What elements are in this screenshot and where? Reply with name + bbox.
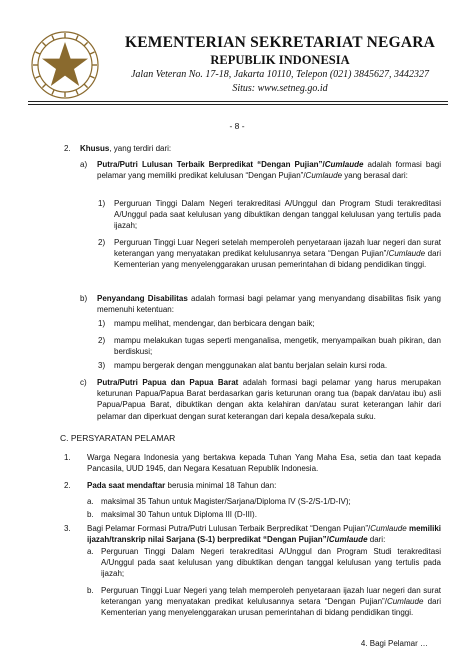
section-heading: C. PERSYARATAN PELAMAR: [60, 433, 176, 443]
item-khusus: Khusus, yang terdiri dari:: [80, 144, 172, 153]
req-item-1: Warga Negara Indonesia yang bertakwa kepada Tuhan Yang Maha Esa, setia dan taat kepada Pancasila, UUD 1945, dan Negara Kesatuan Republik Indonesia.: [87, 453, 441, 474]
list-marker: a): [80, 160, 88, 169]
list-marker: 3.: [64, 524, 71, 533]
list-marker: b.: [87, 510, 94, 519]
item-cumlaude-2: Perguruan Tinggi Luar Negeri setelah memperoleh penyetaraan ijazah luar negeri dan surat keterangan yang menyatakan predikat kelulusannya setara “Dengan Pujian”/Cumlaude dari Kementerian yang menyelenggarakan urusan pemerintahan di bidang pendidikan tinggi.: [114, 238, 441, 270]
req-item-2: Pada saat mendaftar berusia minimal 18 Tahun dan:: [87, 481, 277, 490]
req-item-3: Bagi Pelamar Formasi Putra/Putri Lulusan Terbaik Berpredikat “Dengan Pujian”/Cumlaude memiliki ijazah/transkrip nilai Sarjana (S-1) berpredikat “Dengan Pujian”/Cumlaude dari:: [87, 524, 441, 545]
item-disabilitas-3: mampu bergerak dengan menggunakan alat bantu berjalan selain kursi roda.: [114, 361, 388, 370]
letterhead-website: Situs: www.setneg.go.id: [232, 83, 328, 94]
list-marker: b.: [87, 586, 94, 595]
item-disabilitas-1: mampu melihat, mendengar, dan berbicara dengan baik;: [114, 319, 315, 328]
list-marker: 1): [98, 319, 106, 328]
item-disabilitas: Penyandang Disabilitas adalah formasi bagi pelamar yang menyandang disabilitas fisik yang memenuhi ketentuan:: [97, 294, 441, 315]
list-marker: 2.: [64, 481, 71, 490]
letterhead-title: KEMENTERIAN SEKRETARIAT NEGARA: [124, 34, 436, 51]
list-marker: c): [80, 378, 87, 387]
letterhead-rule-thin: [28, 104, 448, 105]
req-item-3b: Perguruan Tinggi Luar Negeri yang telah memperoleh penyetaraan ijazah luar negeri dan surat keterangan yang menyatakan predikat kelulusannya setara “Dengan Pujian”/Cumlaude dari Kementerian yang menyelenggarakan urusan pemerintahan di bidang pendidikan tinggi.: [101, 586, 441, 618]
list-marker: 2): [98, 238, 106, 247]
list-marker: a.: [87, 497, 94, 506]
item-cumlaude: Putra/Putri Lulusan Terbaik Berpredikat “Dengan Pujian”/Cumlaude adalah formasi bagi pelamar yang memiliki predikat kelulusan “Dengan Pujian”/Cumlaude yang berasal dari:: [97, 160, 441, 181]
list-marker: b): [80, 294, 88, 303]
list-marker: 3): [98, 361, 106, 370]
req-item-2a: maksimal 35 Tahun untuk Magister/Sarjana/Diploma IV (S-2/S-1/D-IV);: [101, 497, 351, 506]
letterhead-subtitle: REPUBLIK INDONESIA: [210, 53, 350, 67]
list-marker: 1.: [64, 453, 71, 462]
item-disabilitas-2: mampu melakukan tugas seperti menganalisa, mengetik, menyampaikan buah pikiran, dan berdiskusi;: [114, 336, 441, 357]
req-item-2b: maksimal 30 Tahun untuk Diploma III (D-III).: [101, 510, 257, 519]
next-page-continuation: 4. Bagi Pelamar …: [360, 639, 428, 648]
req-item-3a: Perguruan Tinggi Dalam Negeri terakreditasi A/Unggul dan Program Studi terakreditasi A/Unggul pada saat kelulusan yang dibuktikan dengan tanggal kelulusan yang tertulis pada ijazah;: [101, 547, 441, 579]
item-cumlaude-1: Perguruan Tinggi Dalam Negeri terakreditasi A/Unggul dan Program Studi terakreditasi A/Unggul pada saat kelulusan yang dibuktikan dengan tanggal kelulusan yang tertulis pada ijazah;: [114, 199, 441, 231]
list-marker: 1): [98, 199, 106, 208]
list-marker: a.: [87, 547, 94, 556]
page-number: - 8 -: [229, 121, 245, 131]
letterhead-address: Jalan Veteran No. 17-18, Jakarta 10110, Telepon (021) 3845627, 3442327: [130, 69, 430, 80]
item-papua: Putra/Putri Papua dan Papua Barat adalah formasi bagi pelamar yang harus merupakan keturunan Papua/Papua Barat berdasarkan garis keturunan orang tua (bapak dan/atau ibu) asli Papua/Papua Barat, dibuktikan dengan akta kelahiran dan/atau surat keterangan lahir dari pelamar dan diperkuat dengan surat keterangan dari kepala desa/kepala suku.: [97, 378, 441, 421]
list-marker: 2): [98, 336, 106, 345]
letterhead-rule: [28, 101, 448, 102]
emblem-logo-icon: [30, 30, 100, 100]
list-marker: 2.: [64, 144, 71, 153]
